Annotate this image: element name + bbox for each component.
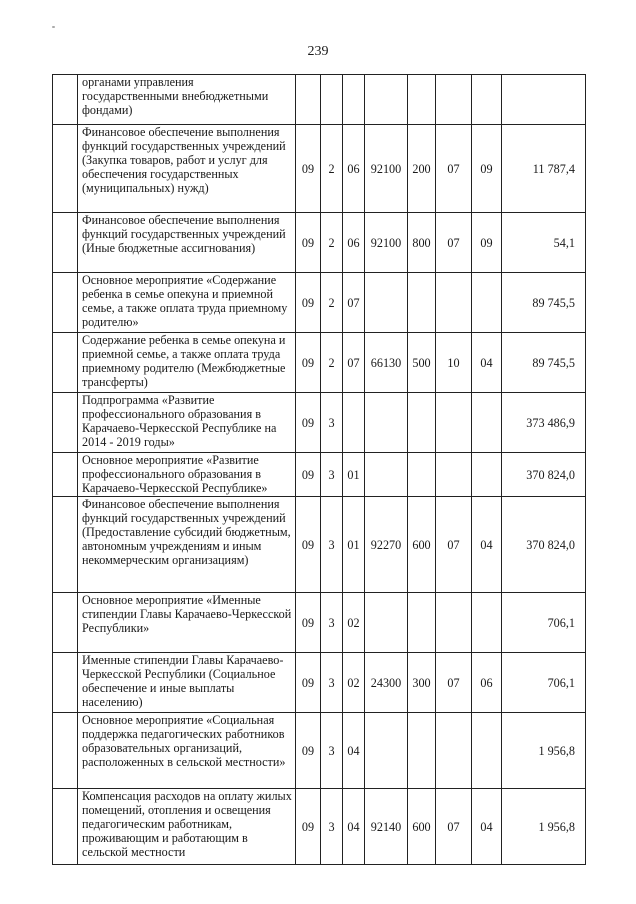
- table-row: [53, 713, 586, 789]
- row-spacer-cell: [53, 653, 78, 713]
- row-code-c2: 2: [321, 213, 343, 273]
- row-code-c6: [436, 713, 472, 789]
- row-description: Содержание ребенка в семье опекуна и приемной семье, а также оплата труда приемному родителю (Межбюджетные трансферты): [78, 333, 296, 393]
- row-code-c1: 09: [296, 453, 321, 497]
- row-code-c7: 04: [472, 333, 502, 393]
- row-spacer-cell: [53, 75, 78, 125]
- row-amount: 706,1: [502, 653, 586, 713]
- table-row: [53, 653, 586, 713]
- row-spacer-cell: [53, 453, 78, 497]
- row-code-c6: [436, 75, 472, 125]
- row-code-c1: 09: [296, 789, 321, 865]
- row-code-c6: 07: [436, 653, 472, 713]
- table-row: [53, 453, 586, 497]
- row-code-c4: 92270: [365, 497, 408, 593]
- row-code-c1: 09: [296, 653, 321, 713]
- row-code-c5: [408, 273, 436, 333]
- table-row: [53, 393, 586, 453]
- row-code-c1: 09: [296, 273, 321, 333]
- row-spacer-cell: [53, 125, 78, 213]
- row-code-c3: 07: [343, 273, 365, 333]
- row-code-c5: [408, 593, 436, 653]
- row-code-c2: 2: [321, 273, 343, 333]
- row-code-c4: [365, 273, 408, 333]
- row-amount: 706,1: [502, 593, 586, 653]
- table-row: [53, 789, 586, 865]
- row-amount: 370 824,0: [502, 497, 586, 593]
- row-code-c2: 2: [321, 125, 343, 213]
- row-code-c4: 92100: [365, 213, 408, 273]
- row-description: Финансовое обеспечение выполнения функций государственных учреждений (Предоставление субсидий бюджетным, автономным учреждениям и иным некоммерческим организациям): [78, 497, 296, 593]
- row-code-c7: 09: [472, 125, 502, 213]
- row-code-c1: 09: [296, 393, 321, 453]
- row-code-c5: [408, 453, 436, 497]
- row-code-c3: 04: [343, 713, 365, 789]
- row-code-c6: [436, 393, 472, 453]
- row-description: Финансовое обеспечение выполнения функций государственных учреждений (Закупка товаров, работ и услуг для обеспечения государственных (муниципальных) нужд): [78, 125, 296, 213]
- row-code-c4: 92100: [365, 125, 408, 213]
- row-code-c4: [365, 713, 408, 789]
- row-code-c3: 02: [343, 593, 365, 653]
- row-code-c7: 06: [472, 653, 502, 713]
- row-description: Основное мероприятие «Именные стипендии Главы Карачаево-Черкесской Республики»: [78, 593, 296, 653]
- row-code-c4: [365, 393, 408, 453]
- row-spacer-cell: [53, 789, 78, 865]
- row-code-c2: [321, 75, 343, 125]
- row-code-c2: 3: [321, 593, 343, 653]
- row-code-c1: 09: [296, 593, 321, 653]
- row-code-c3: 01: [343, 453, 365, 497]
- row-spacer-cell: [53, 273, 78, 333]
- row-code-c4: [365, 75, 408, 125]
- row-code-c7: 09: [472, 213, 502, 273]
- row-code-c1: 09: [296, 333, 321, 393]
- row-code-c4: 24300: [365, 653, 408, 713]
- table-row: [53, 593, 586, 653]
- row-code-c6: [436, 453, 472, 497]
- row-description: Подпрограмма «Развитие профессионального образования в Карачаево-Черкесской Республике на 2014 - 2019 годы»: [78, 393, 296, 453]
- row-code-c1: [296, 75, 321, 125]
- row-code-c4: [365, 593, 408, 653]
- row-code-c2: 3: [321, 497, 343, 593]
- row-code-c7: 04: [472, 789, 502, 865]
- row-code-c6: 07: [436, 497, 472, 593]
- row-amount: 373 486,9: [502, 393, 586, 453]
- row-amount: 1 956,8: [502, 789, 586, 865]
- row-code-c6: [436, 593, 472, 653]
- row-description: Основное мероприятие «Развитие профессионального образования в Карачаево-Черкесской Республике»: [78, 453, 296, 497]
- row-code-c7: [472, 75, 502, 125]
- row-code-c5: [408, 713, 436, 789]
- table-row: [53, 273, 586, 333]
- row-code-c4: [365, 453, 408, 497]
- row-description: Именные стипендии Главы Карачаево-Черкесской Республики (Социальное обеспечение и иные выплаты населению): [78, 653, 296, 713]
- row-code-c2: 2: [321, 333, 343, 393]
- row-code-c6: 07: [436, 125, 472, 213]
- row-code-c1: 09: [296, 713, 321, 789]
- row-code-c3: 02: [343, 653, 365, 713]
- row-code-c6: 07: [436, 213, 472, 273]
- budget-table: [52, 74, 586, 865]
- row-code-c5: 500: [408, 333, 436, 393]
- row-amount: 54,1: [502, 213, 586, 273]
- row-code-c7: [472, 273, 502, 333]
- row-code-c3: [343, 393, 365, 453]
- row-code-c7: [472, 713, 502, 789]
- row-code-c2: 3: [321, 789, 343, 865]
- row-spacer-cell: [53, 593, 78, 653]
- row-code-c6: 07: [436, 789, 472, 865]
- row-description: Компенсация расходов на оплату жилых помещений, отопления и освещения педагогическим работникам, проживающим и работающим в сельской местности: [78, 789, 296, 865]
- page-number: 239: [307, 44, 329, 59]
- row-code-c1: 09: [296, 125, 321, 213]
- row-description: Основное мероприятие «Содержание ребенка в семье опекуна и приемной семье, а также оплата труда приемному родителю»: [78, 273, 296, 333]
- table-row: [53, 75, 586, 125]
- scan-speck: [52, 26, 55, 28]
- row-code-c1: 09: [296, 213, 321, 273]
- row-code-c7: [472, 453, 502, 497]
- row-amount: 11 787,4: [502, 125, 586, 213]
- table-row: [53, 125, 586, 213]
- row-code-c5: 600: [408, 497, 436, 593]
- row-code-c4: 92140: [365, 789, 408, 865]
- row-spacer-cell: [53, 393, 78, 453]
- row-code-c5: 600: [408, 789, 436, 865]
- row-amount: 89 745,5: [502, 273, 586, 333]
- row-code-c1: 09: [296, 497, 321, 593]
- row-amount: 89 745,5: [502, 333, 586, 393]
- row-description: органами управления государственными внебюджетными фондами): [78, 75, 296, 125]
- row-code-c3: [343, 75, 365, 125]
- row-code-c3: 01: [343, 497, 365, 593]
- row-description: Основное мероприятие «Социальная поддержка педагогических работников образовательных организаций, расположенных в сельской местности»: [78, 713, 296, 789]
- row-code-c3: 06: [343, 125, 365, 213]
- row-spacer-cell: [53, 333, 78, 393]
- row-amount: [502, 75, 586, 125]
- row-code-c2: 3: [321, 713, 343, 789]
- row-code-c7: [472, 393, 502, 453]
- row-code-c6: 10: [436, 333, 472, 393]
- row-code-c5: [408, 393, 436, 453]
- row-code-c5: 800: [408, 213, 436, 273]
- row-code-c4: 66130: [365, 333, 408, 393]
- row-code-c6: [436, 273, 472, 333]
- row-amount: 370 824,0: [502, 453, 586, 497]
- row-spacer-cell: [53, 713, 78, 789]
- row-code-c3: 07: [343, 333, 365, 393]
- row-code-c7: [472, 593, 502, 653]
- table-row: [53, 333, 586, 393]
- row-spacer-cell: [53, 497, 78, 593]
- row-amount: 1 956,8: [502, 713, 586, 789]
- table-row: [53, 497, 586, 593]
- row-code-c5: 200: [408, 125, 436, 213]
- row-code-c5: 300: [408, 653, 436, 713]
- row-spacer-cell: [53, 213, 78, 273]
- row-code-c7: 04: [472, 497, 502, 593]
- row-code-c5: [408, 75, 436, 125]
- row-code-c3: 04: [343, 789, 365, 865]
- table-row: [53, 213, 586, 273]
- row-description: Финансовое обеспечение выполнения функций государственных учреждений (Иные бюджетные ассигнования): [78, 213, 296, 273]
- row-code-c2: 3: [321, 453, 343, 497]
- row-code-c2: 3: [321, 393, 343, 453]
- row-code-c2: 3: [321, 653, 343, 713]
- row-code-c3: 06: [343, 213, 365, 273]
